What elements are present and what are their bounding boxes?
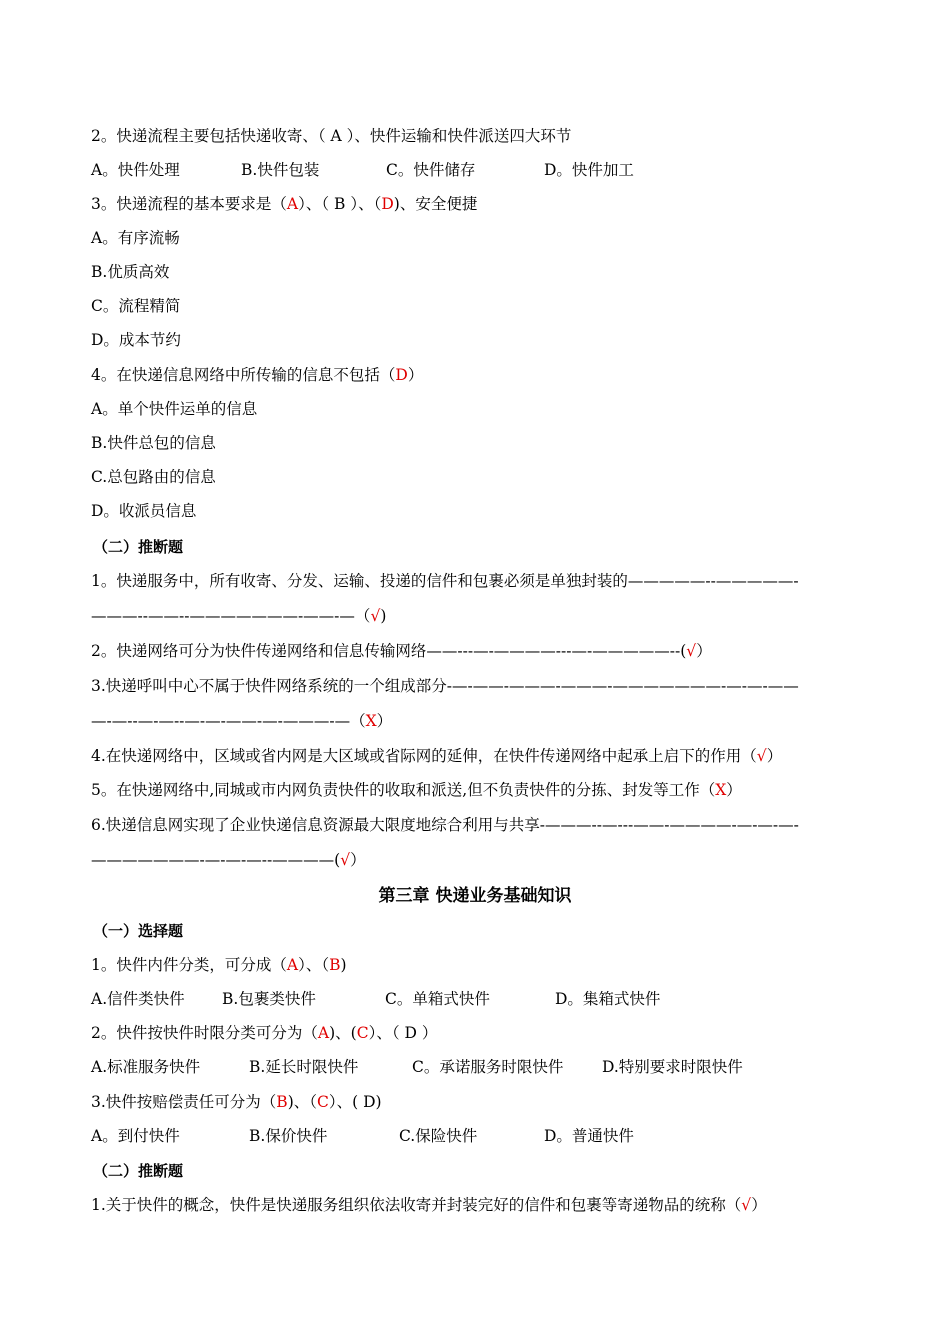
option-c: C。快件储存 — [386, 161, 476, 179]
option-a: A.标准服务快件 — [91, 1058, 201, 1076]
option-c: C。单箱式快件 — [385, 990, 490, 1008]
tf-5 — [91, 780, 742, 800]
question-4-text-end: ） — [407, 366, 424, 384]
answer-mark: C — [356, 1024, 369, 1042]
ch3-question-1 — [91, 955, 347, 975]
question-text: 3.快件按赔偿责任可分为（ — [91, 1093, 277, 1111]
option-a: A。有序流畅 — [91, 229, 180, 247]
tf-6-line-2 — [91, 850, 366, 870]
tf-6-text-end: ） — [350, 851, 366, 869]
answer-mark: D — [381, 195, 394, 213]
option-d: D。快件加工 — [544, 161, 634, 179]
tf-3-text-end: ） — [376, 712, 393, 730]
ch3-question-2-options — [91, 1057, 851, 1077]
tf-3-line-1: 3.快递呼叫中心不属于快件网络系统的一个组成部分-—-——-———-———-———————-—-—-—— — [91, 677, 799, 695]
check-mark: √ — [756, 747, 767, 765]
tf-3-line-2 — [91, 711, 392, 731]
option-c: C.保险快件 — [399, 1127, 478, 1145]
tf-4-text-end: ） — [766, 747, 783, 765]
check-mark: √ — [686, 642, 697, 660]
option-d: D。普通快件 — [544, 1127, 634, 1145]
answer-mark: A — [286, 195, 299, 213]
ch3-tf-1 — [91, 1195, 767, 1215]
tf-1-text-end: ) — [380, 607, 387, 625]
check-mark: √ — [741, 1196, 752, 1214]
option-b: B.包裹类快件 — [222, 990, 316, 1008]
tf-5-text: 5。在快递网络中,同城或市内网负责快件的收取和派送,但不负责快件的分拣、封发等工作（ — [91, 781, 716, 799]
option-b: B.快件总包的信息 — [91, 434, 216, 452]
tf-2 — [91, 641, 712, 661]
option-b: B.延长时限快件 — [249, 1058, 359, 1076]
cross-mark: X — [365, 712, 377, 730]
question-text-end: ）、（ D ） — [368, 1024, 438, 1042]
section-title: （二）推断题 — [93, 1162, 184, 1180]
answer-mark: D — [395, 366, 408, 384]
option-b: B.快件包装 — [241, 161, 320, 179]
section-title: （一）选择题 — [93, 922, 184, 940]
question-3-text-end: )、安全便捷 — [393, 195, 478, 213]
option-a: A。到付快件 — [91, 1127, 180, 1145]
cross-mark: X — [715, 781, 727, 799]
question-3-text-mid: ）、（ B ）、（ — [298, 195, 382, 213]
option-c: C.总包路由的信息 — [91, 468, 216, 486]
check-mark: √ — [370, 607, 381, 625]
ch3-question-3-options — [91, 1126, 791, 1146]
section-title: （二）推断题 — [93, 538, 184, 556]
option-a: A。快件处理 — [91, 161, 180, 179]
question-text: 1。快件内件分类，可分成（ — [91, 956, 287, 974]
question-text-mid: ）、（ — [298, 956, 330, 974]
question-text-end: ) — [340, 956, 347, 974]
question-3 — [91, 194, 477, 214]
tf-2-text: 2。快递网络可分为快件传递网络和信息传输网络——---—-————---—-—————--( — [91, 642, 687, 660]
option-b: B.优质高效 — [91, 263, 170, 281]
answer-mark: A — [286, 956, 299, 974]
question-text-mid: )、（ — [287, 1093, 317, 1111]
option-b: B.保价快件 — [249, 1127, 328, 1145]
ch3-question-2 — [91, 1023, 437, 1043]
question-text-end: ）、( D) — [328, 1093, 382, 1111]
chapter-title: 第三章 快递业务基础知识 — [378, 886, 572, 906]
tf-6-line-1: 6.快递信息网实现了企业快递信息资源最大限度地综合利用与共享-———--—---——-————-—-—-—- — [91, 816, 799, 834]
tf-4 — [91, 746, 782, 766]
tf-text: 1.关于快件的概念，快件是快递服务组织依法收寄并封装完好的信件和包裹等寄递物品的统称（ — [91, 1196, 742, 1214]
option-d: D。收派员信息 — [91, 502, 197, 520]
tf-1-text: ———--——--———————-——-—（ — [91, 607, 371, 625]
tf-1-line-1: 1。快递服务中，所有收寄、分发、运输、投递的信件和包裹必须是单独封装的—————--—————- — [91, 572, 799, 590]
question-4 — [91, 365, 423, 385]
option-c: C。流程精简 — [91, 297, 181, 315]
check-mark: √ — [340, 851, 351, 869]
question-2-options — [91, 160, 791, 180]
option-c: C。承诺服务时限快件 — [412, 1058, 564, 1076]
question-text-mid: )、( — [329, 1024, 357, 1042]
tf-5-text-end: ） — [726, 781, 742, 799]
tf-text-end: ） — [751, 1196, 767, 1214]
ch3-question-1-options — [91, 989, 791, 1009]
answer-mark: A — [317, 1024, 330, 1042]
option-d: D。集箱式快件 — [555, 990, 661, 1008]
option-a: A.信件类快件 — [91, 990, 185, 1008]
answer-mark: B — [276, 1093, 288, 1111]
question-2 — [91, 126, 571, 146]
tf-3-text: —-—--—-—--—-—-——-—-———-—（ — [91, 712, 366, 730]
option-d: D.特别要求时限快件 — [602, 1058, 743, 1076]
tf-1-line-2 — [91, 606, 386, 626]
ch3-question-3 — [91, 1092, 382, 1112]
question-4-text: 4。在快递信息网络中所传输的信息不包括（ — [91, 366, 396, 384]
tf-4-text: 4.在快递网络中，区域或省内网是大区域或省际网的延伸，在快件传递网络中起承上启下的作用（ — [91, 747, 757, 765]
answer-mark: C — [317, 1093, 329, 1111]
option-d: D。成本节约 — [91, 331, 181, 349]
tf-6-text: ———————-—-—-—--————( — [91, 851, 341, 869]
tf-2-text-end: ） — [696, 642, 712, 660]
question-3-text: 3。快递流程的基本要求是（ — [91, 195, 287, 213]
option-a: A。单个快件运单的信息 — [91, 400, 258, 418]
answer-mark: B — [329, 956, 341, 974]
question-2-text: 2。快递流程主要包括快递收寄、（ A ）、快件运输和快件派送四大环节 — [91, 127, 572, 145]
question-text: 2。快件按快件时限分类可分为（ — [91, 1024, 318, 1042]
